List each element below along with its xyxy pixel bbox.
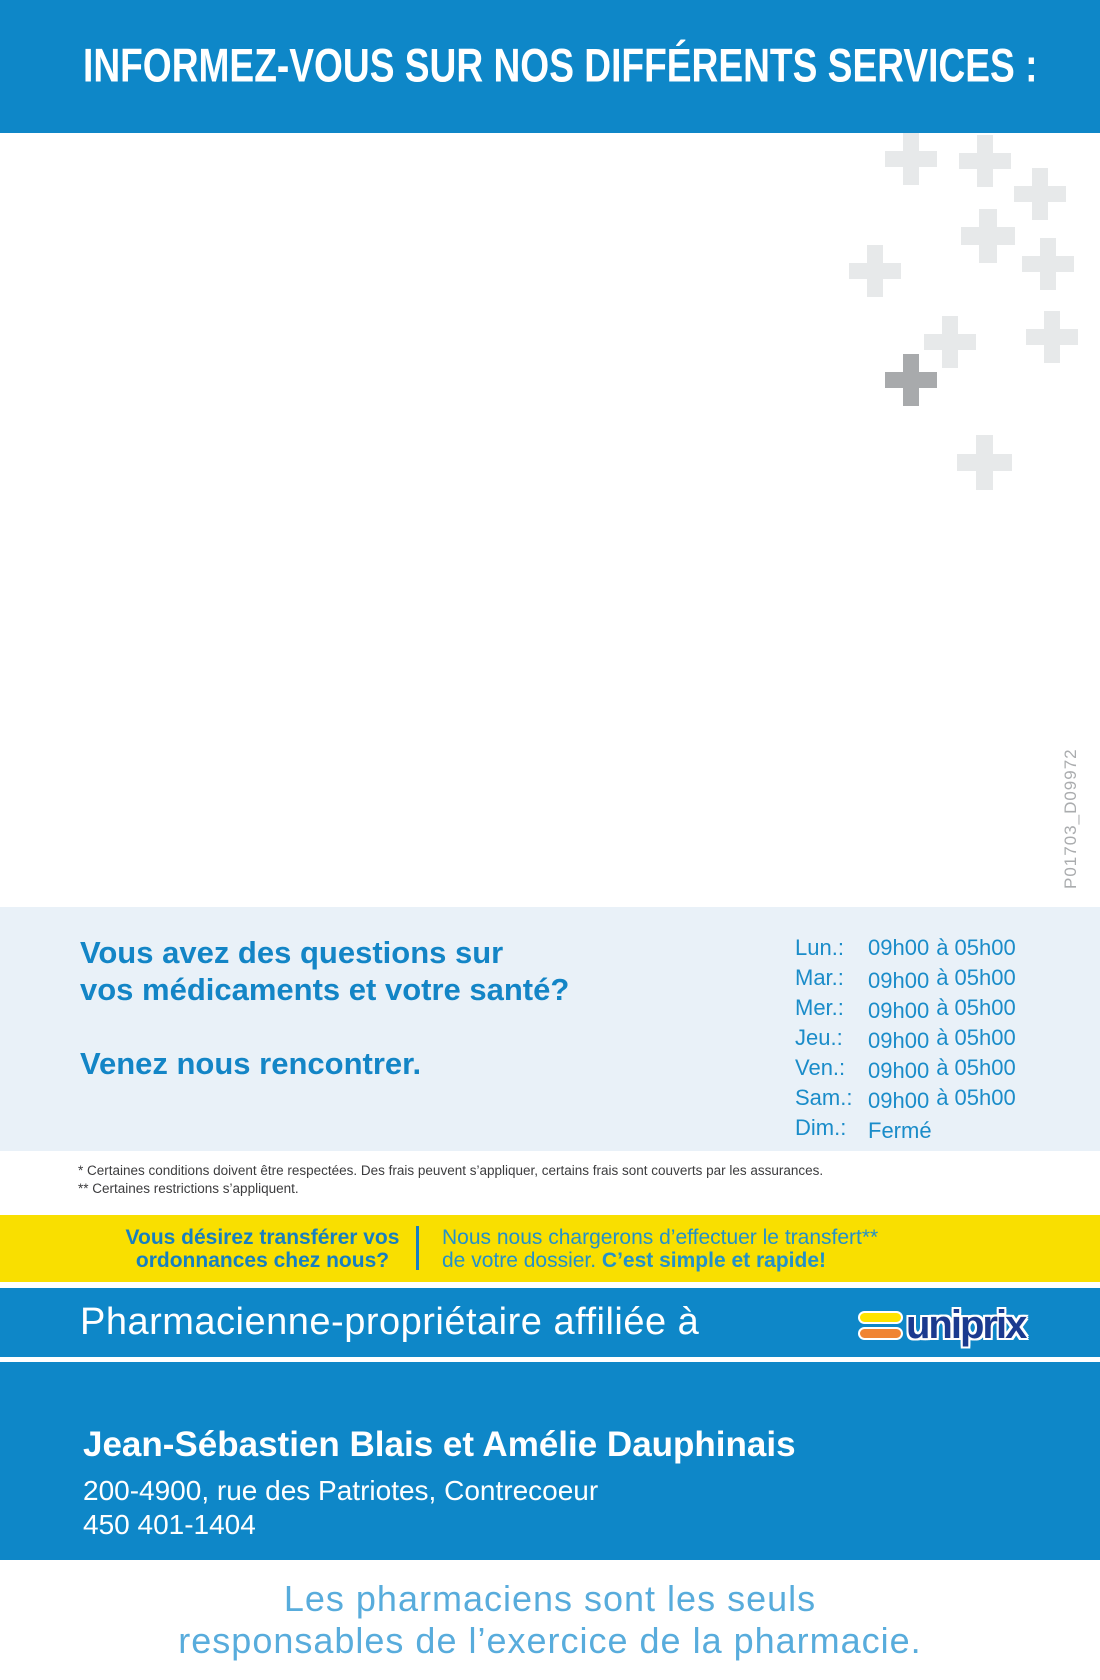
- hours-row-tuesday: [795, 963, 1016, 993]
- footnotes: [78, 1162, 823, 1198]
- print-code: P01703_D09972: [1061, 748, 1080, 889]
- day-label: Mar.:: [795, 965, 844, 990]
- logo-bar-orange: [858, 1327, 903, 1340]
- footnote-restrictions: ** Certaines restrictions s’appliquent.: [78, 1181, 299, 1196]
- hours-row-monday: [795, 933, 1016, 963]
- open-time: 09h00: [868, 998, 930, 1023]
- uniprix-logo: [858, 1305, 1025, 1345]
- plus-icon: [885, 354, 937, 406]
- owner-section: [0, 1362, 1100, 1560]
- header-banner: [0, 0, 1100, 133]
- plus-icon: [885, 133, 937, 185]
- close-time: à 05h00: [936, 995, 1016, 1020]
- plus-icon: [957, 435, 1012, 490]
- transfer-answer: [442, 1226, 878, 1272]
- transfer-question: [85, 1226, 440, 1272]
- open-time: 09h00: [868, 968, 930, 993]
- plus-icon: [849, 245, 901, 297]
- open-time: 09h00: [868, 1088, 930, 1113]
- plus-icon: [1022, 238, 1074, 290]
- plus-icon: [961, 209, 1015, 263]
- day-label: Jeu.:: [795, 1025, 843, 1050]
- close-time: à 05h00: [936, 1085, 1016, 1110]
- question-line-1: Vous avez des questions sur: [80, 935, 504, 970]
- hours-row-sunday: [795, 1113, 1016, 1143]
- transfer-answer-bold: C’est simple et rapide!: [601, 1249, 826, 1272]
- day-label: Mer.:: [795, 995, 844, 1020]
- transfer-question-line-2: ordonnances chez nous?: [135, 1249, 390, 1272]
- logo-bar-yellow: [858, 1311, 903, 1324]
- uniprix-logo-bars-icon: [858, 1311, 903, 1340]
- plus-icon: [1026, 311, 1078, 363]
- open-time: 09h00: [868, 935, 930, 960]
- day-label: Dim.:: [795, 1115, 847, 1140]
- hours-row-saturday: [795, 1083, 1016, 1113]
- open-time: 09h00: [868, 1058, 930, 1083]
- footnote-conditions: * Certaines conditions doivent être respectées. Des frais peuvent s’appliquer, certains frais sont couverts par les assurances.: [78, 1163, 824, 1178]
- disclaimer-line-2: responsables de l’exercice de la pharmacie.: [178, 1620, 922, 1661]
- affiliation-band: [0, 1288, 1100, 1357]
- pharmacy-address: 200-4900, rue des Patriotes, Contrecoeur: [83, 1475, 599, 1506]
- meet-us-line: Venez nous rencontrer.: [80, 1046, 422, 1081]
- close-time: à 05h00: [936, 1055, 1016, 1080]
- transfer-banner: [0, 1215, 1100, 1282]
- open-time: Fermé: [868, 1118, 932, 1143]
- plus-icon: [959, 135, 1011, 187]
- hours-row-friday: [795, 1053, 1016, 1083]
- pharmacy-phone: 450 401-1404: [83, 1509, 256, 1540]
- pharmacist-names: Jean-Sébastien Blais et Amélie Dauphinais: [83, 1425, 796, 1464]
- transfer-answer-line-1: Nous nous chargerons d’effectuer le transfert**: [442, 1226, 879, 1249]
- hours-row-wednesday: [795, 993, 1016, 1023]
- day-label: Sam.:: [795, 1085, 853, 1110]
- hours-row-thursday: [795, 1023, 1016, 1053]
- disclaimer-line-1: Les pharmaciens sont les seuls: [283, 1578, 817, 1619]
- transfer-answer-line-2: [442, 1249, 878, 1272]
- day-label: Lun.:: [795, 935, 844, 960]
- opening-hours: [795, 933, 1016, 1143]
- page-title: INFORMEZ-VOUS SUR NOS DIFFÉRENTS SERVICES :: [83, 37, 1038, 91]
- question-line-2: vos médicaments et votre santé?: [80, 972, 570, 1007]
- vertical-divider: [416, 1226, 419, 1270]
- affiliation-label: Pharmacienne-propriétaire affiliée à: [80, 1301, 700, 1343]
- info-panel: [0, 907, 1100, 1151]
- question-block: [80, 934, 569, 1008]
- close-time: à 05h00: [936, 1025, 1016, 1050]
- day-label: Ven.:: [795, 1055, 846, 1080]
- close-time: à 05h00: [936, 965, 1016, 990]
- open-time: 09h00: [868, 1028, 930, 1053]
- legal-disclaimer: [0, 1578, 1100, 1662]
- transfer-answer-regular: de votre dossier.: [442, 1249, 602, 1272]
- transfer-question-line-1: Vous désirez transférer vos: [125, 1226, 400, 1249]
- close-time: à 05h00: [936, 935, 1016, 960]
- uniprix-wordmark: uniprix: [906, 1303, 1026, 1347]
- plus-icon: [1014, 168, 1066, 220]
